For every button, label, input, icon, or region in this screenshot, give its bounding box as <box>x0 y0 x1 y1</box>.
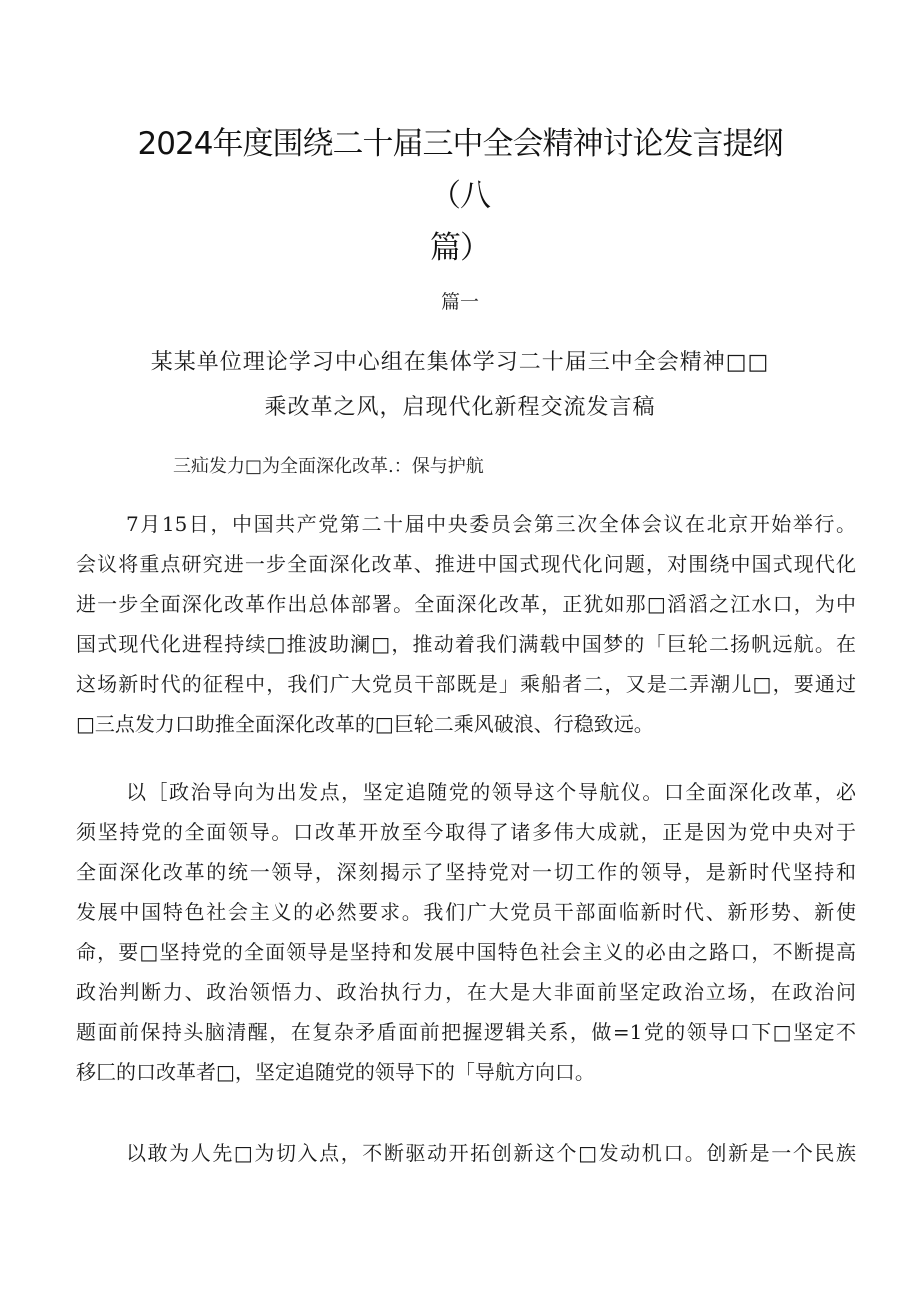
section-label: 篇一 <box>440 291 479 313</box>
paragraph-line: 7月15日，中国共产党第二十届中央委员会第三次全体会议在北京开始举行。 <box>126 512 856 536</box>
paragraph-line: 以敢为人先□为切入点，不断驱动开拓创新这个□发动机口。创新是一个民族 <box>126 1141 856 1165</box>
paragraph-line: 以［政治导向为出发点，坚定追随党的领导这个导航仪。口全面深化改革，必 <box>126 780 856 804</box>
paragraph-3 <box>76 1133 856 1173</box>
paragraph-2 <box>76 772 856 1092</box>
paragraph-line: 题面前保持头脑清醒，在复杂矛盾面前把握逻辑关系，做=1党的领导口下□坚定不 <box>76 1020 856 1044</box>
subtitle-line-1: 某某单位理论学习中心组在集体学习二十届三中全会精神□□ <box>150 350 770 375</box>
section-kicker: 三疝发力□为全面深化改革.：保与护航 <box>173 456 484 477</box>
paragraph-line: 须坚持党的全面领导。口改革开放至今取得了诸多伟大成就，正是因为党中央对于 <box>76 820 856 844</box>
paragraph-line: 移匚的口改革者□，坚定追随党的领导下的「导航方向口。 <box>76 1060 595 1084</box>
paragraph-line: 命，要□坚持党的全面领导是坚持和发展中国特色社会主义的必由之路口，不断提高 <box>76 940 856 964</box>
paragraph-line: 发展中国特色社会主义的必然要求。我们广大党员干部面临新时代、新形势、新使 <box>76 900 856 924</box>
paragraph-1 <box>76 504 856 744</box>
paragraph-line: 国式现代化进程持续□推波助澜□，推动着我们满载中国梦的「巨轮二扬帆远航。在 <box>76 632 856 656</box>
title-line-2: 篇） <box>430 230 490 266</box>
subtitle-line-2: 乘改革之风，启现代化新程交流发言稿 <box>264 395 656 420</box>
paragraph-line: 会议将重点研究进一步全面深化改革、推进中国式现代化问题，对围绕中国式现代化 <box>76 552 856 576</box>
title-line-1: 2024年度围绕二十届三中全会精神讨论发言提纲（八 <box>137 126 783 214</box>
paragraph-line: □三点发力口助推全面深化改革的□巨轮二乘风破浪、行稳致远。 <box>76 712 654 736</box>
paragraph-line: 政治判断力、政治领悟力、政治执行力，在大是大非面前坚定政治立场，在政治问 <box>76 980 856 1004</box>
paragraph-line: 进一步全面深化改革作出总体部署。全面深化改革，正犹如那□滔滔之江水口，为中 <box>76 592 856 616</box>
paragraph-line: 全面深化改革的统一领导，深刻揭示了坚持党对一切工作的领导，是新时代坚持和 <box>76 860 856 884</box>
paragraph-line: 这场新时代的征程中，我们广大党员干部既是」乘船者二，又是二弄潮儿□，要通过 <box>76 672 856 696</box>
document-title <box>110 118 810 274</box>
